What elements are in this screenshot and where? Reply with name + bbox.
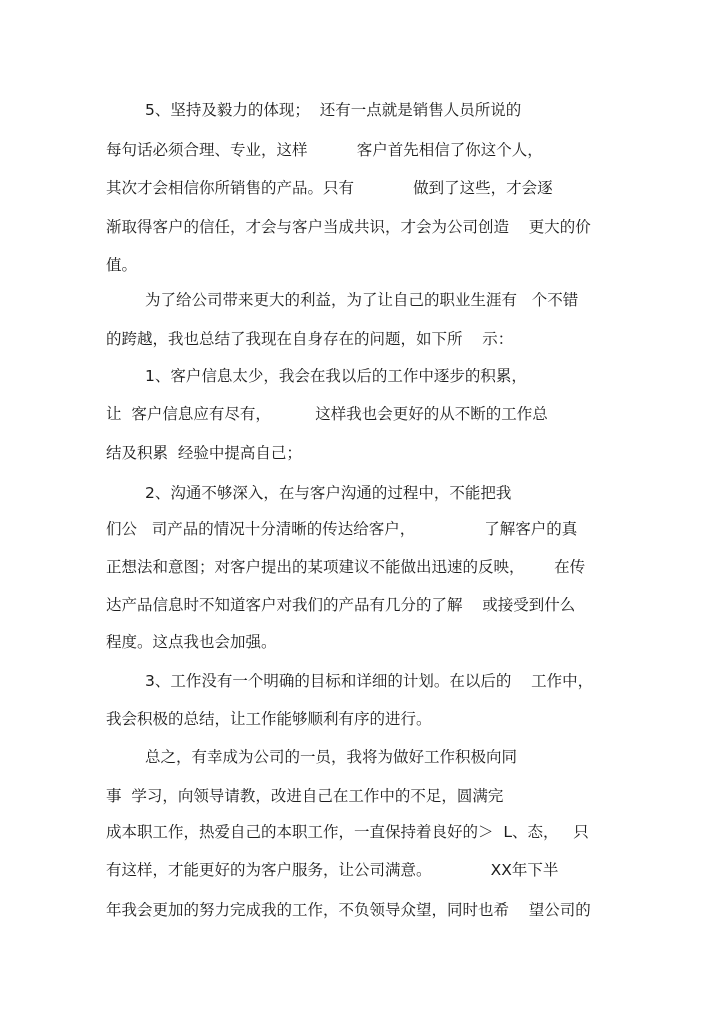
paragraph-line: 5、坚持及毅力的体现； 还有一点就是销售人员所说的 [145,101,522,119]
paragraph-line: 2、沟通不够深入，在与客户沟通的过程中，不能把我 [145,484,512,502]
paragraph-line: 我会积极的总结，让工作能够顺利有序的进行。 [106,710,432,728]
paragraph-line: 年我会更加的努力完成我的工作，不负领导众望，同时也希 望公司的 [106,901,591,919]
paragraph-line: 们公 司产品的情况十分清晰的传达给客户， 了解客户的真 [106,520,578,538]
paragraph-line: 程度。这点我也会加强。 [106,633,277,651]
paragraph-line: 达产品信息时不知道客户对我们的产品有几分的了解 或接受到什么 [106,596,576,614]
paragraph-line: 结及积累 经验中提高自己； [106,444,302,462]
paragraph-line: 1、客户信息太少，我会在我以后的工作中逐步的积累， [145,367,527,385]
paragraph-line: 其次才会相信你所销售的产品。只有 做到了这些，才会逐 [106,179,553,197]
paragraph-line: 让 客户信息应有尽有， 这样我也会更好的从不断的工作总 [106,405,548,423]
paragraph-line: 渐取得客户的信任，才会与客户当成共识，才会为公司创造 更大的价 [106,218,591,236]
paragraph-line: 总之，有幸成为公司的一员，我将为做好工作积极向同 [145,748,518,766]
paragraph-line: 正想法和意图；对客户提出的某项建议不能做出迅速的反映， 在传 [106,558,586,576]
paragraph-line: 事 学习，向领导请教，改进自己在工作中的不足，圆满完 [106,787,504,805]
paragraph-line: 成本职工作，热爱自己的本职工作，一直保持着良好的＞ L、态， 只 [106,823,589,841]
paragraph-line: 3、工作没有一个明确的目标和详细的计划。在以后的 工作中， [145,672,594,690]
paragraph-line: 每句话必须合理、专业，这样 客户首先相信了你这个人， [106,141,543,159]
paragraph-line: 值。 [106,256,138,274]
paragraph-line: 有这样，才能更好的为客户服务，让公司满意。 XX年下半 [106,861,559,879]
paragraph-line: 为了给公司带来更大的利益，为了让自己的职业生涯有 个不错 [145,291,579,309]
paragraph-line: 的跨越，我也总结了我现在自身存在的问题，如下所 示： [106,330,514,348]
